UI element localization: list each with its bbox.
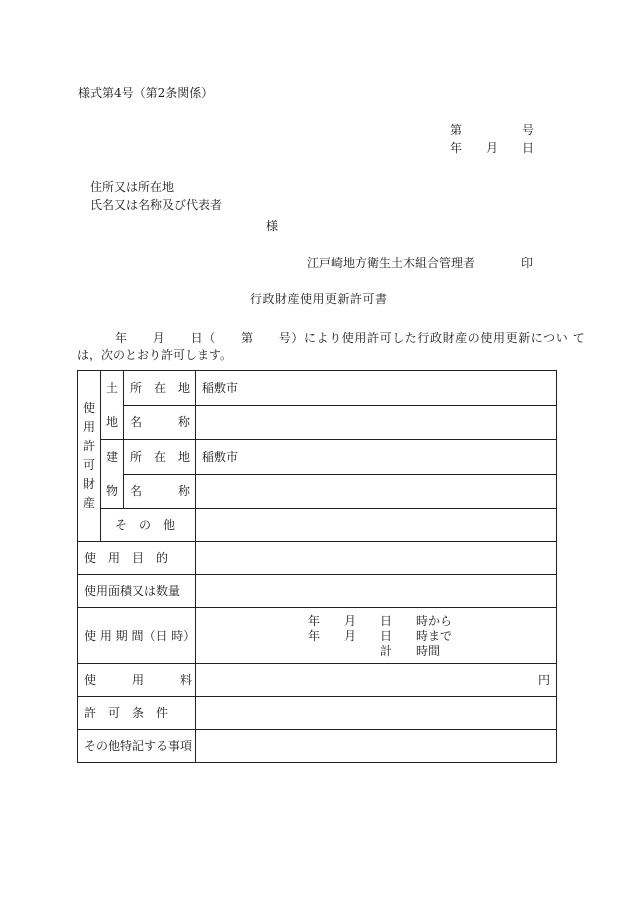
- other-label: そ の 他: [101, 509, 196, 542]
- land-location-value: 稲敷市: [196, 371, 557, 406]
- conditions-value: [196, 697, 557, 730]
- building-name-value: [196, 474, 557, 509]
- period-from: 年 月 日 時から: [308, 614, 453, 628]
- doc-date: 年 月 日: [450, 141, 535, 155]
- name-label: 氏名又は名称及び代表者: [90, 198, 223, 212]
- conditions-label: 許 可 条 件: [78, 697, 196, 730]
- period-to: 年 月 日 時まで: [308, 629, 453, 643]
- issuer: 江戸崎地方衛生土木組合管理者: [307, 256, 476, 270]
- body-line-2: は，次のとおり許可します。: [77, 348, 233, 362]
- other-value: [196, 509, 557, 542]
- document-title: 行政財産使用更新許可書: [250, 292, 388, 306]
- permit-table: [77, 370, 557, 763]
- area-value: [196, 575, 557, 608]
- land-name-value: [196, 405, 557, 440]
- land-location-label: 所 在 地: [124, 371, 196, 406]
- building-location-label: 所 在 地: [124, 440, 196, 475]
- building-location-value: 稲敷市: [196, 440, 557, 475]
- building-label: 建物: [101, 440, 124, 509]
- purpose-label: 使 用 目 的: [78, 542, 196, 575]
- remarks-label: その他特記する事項: [78, 730, 196, 763]
- fee-value: [196, 664, 557, 697]
- purpose-value: [196, 542, 557, 575]
- body-line-1: 年 月 日（ 第 号）により使用許可した行政財産の使用更新につい て: [115, 331, 586, 345]
- land-label: 土地: [101, 371, 124, 440]
- property-group-label: 使用許可財産: [78, 371, 101, 542]
- building-name-label: 名 称: [124, 474, 196, 509]
- doc-number: 第 号: [450, 123, 535, 137]
- remarks-value: [196, 730, 557, 763]
- land-name-label: 名 称: [124, 405, 196, 440]
- form-id: 様式第4号（第2条関係）: [78, 86, 214, 100]
- period-value: [196, 608, 557, 664]
- honorific: 様: [266, 219, 279, 233]
- fee-label: 使 用 料: [78, 664, 196, 697]
- period-label: 使 用 期 間（日 時）: [78, 608, 196, 664]
- period-total: 計 時間: [380, 644, 441, 658]
- yen-unit: 円: [537, 673, 550, 687]
- seal-mark: 印: [521, 256, 534, 270]
- address-label: 住所又は所在地: [90, 180, 175, 194]
- area-label: 使用面積又は数量: [78, 575, 196, 608]
